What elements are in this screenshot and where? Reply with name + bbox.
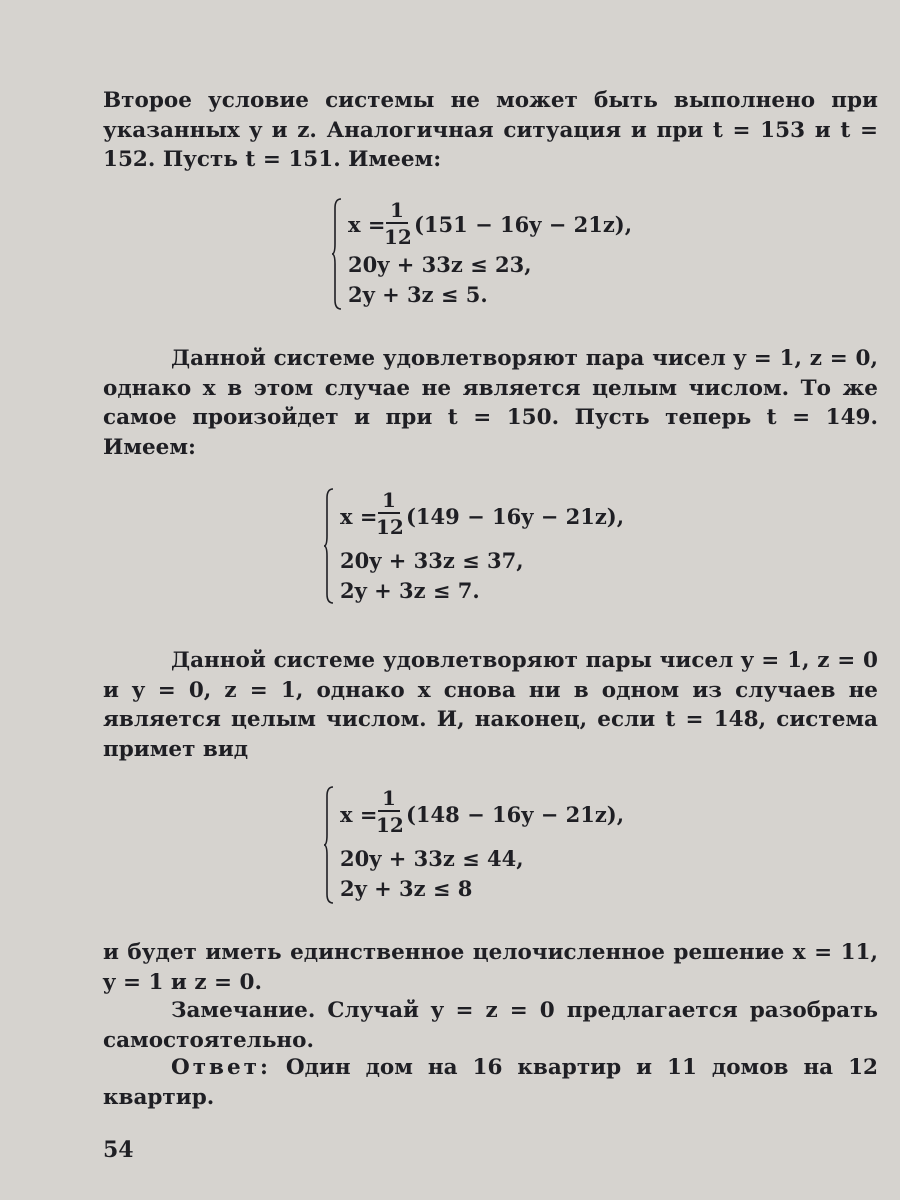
note-label: Замечание.: [171, 998, 316, 1023]
system-3-expression: (148 − 16y − 21z),: [406, 802, 625, 827]
left-brace-icon: [324, 488, 334, 604]
system-2-expression: (149 − 16y − 21z),: [406, 504, 625, 529]
answer-paragraph: [103, 1053, 878, 1112]
page-number: 54: [103, 1137, 134, 1163]
system-3-lhs: x =: [340, 802, 378, 827]
left-brace-icon: [324, 786, 334, 904]
answer-label: Ответ:: [171, 1055, 271, 1080]
paragraph-2: Данной системе удовлетворяют пара чисел y = 1, z = 0, однако x в этом случае не является целым числом. То же самое произойдет и при t = 150. Пусть теперь t = 149. Имеем:: [103, 346, 878, 460]
system-1-inequality-1: 20y + 33z ≤ 23,: [348, 252, 532, 277]
system-3-fraction: 1 12: [376, 786, 404, 837]
system-2-inequality-1: 20y + 33z ≤ 37,: [340, 548, 524, 573]
system-1-inequality-2: 2y + 3z ≤ 5.: [348, 282, 488, 307]
left-brace-icon: [332, 198, 342, 310]
system-3-inequality-2: 2y + 3z ≤ 8: [340, 876, 473, 901]
paragraph-4: и будет иметь единственное целочисленное решение x = 11, y = 1 и z = 0.: [103, 940, 878, 995]
system-2-inequality-2: 2y + 3z ≤ 7.: [340, 578, 480, 603]
note-text: Случай y = z = 0 предлагается разобрать самостоятельно.: [103, 998, 878, 1053]
paragraph-1: Второе условие системы не может быть выполнено при указанных y и z. Аналогичная ситуация и при t = 153 и t = 152. Пусть t = 151. Имеем:: [103, 88, 878, 172]
system-3-inequality-1: 20y + 33z ≤ 44,: [340, 846, 524, 871]
system-1-fraction: 1 12: [384, 198, 412, 249]
equation-system-1: [332, 198, 692, 310]
system-1-lhs: x =: [348, 212, 386, 237]
paragraph-3: Данной системе удовлетворяют пары чисел y = 1, z = 0 и y = 0, z = 1, однако x снова ни в одном из случаев не является целым числом. И, наконец, если t = 148, система примет вид: [103, 648, 878, 762]
equation-system-3: [324, 786, 684, 904]
equation-system-2: [324, 488, 684, 604]
answer-text: Один дом на 16 квартир и 11 домов на 12 квартир.: [103, 1055, 878, 1110]
system-2-fraction: 1 12: [376, 488, 404, 539]
note-paragraph: [103, 996, 878, 1055]
system-1-expression: (151 − 16y − 21z),: [414, 212, 633, 237]
system-2-lhs: x =: [340, 504, 378, 529]
